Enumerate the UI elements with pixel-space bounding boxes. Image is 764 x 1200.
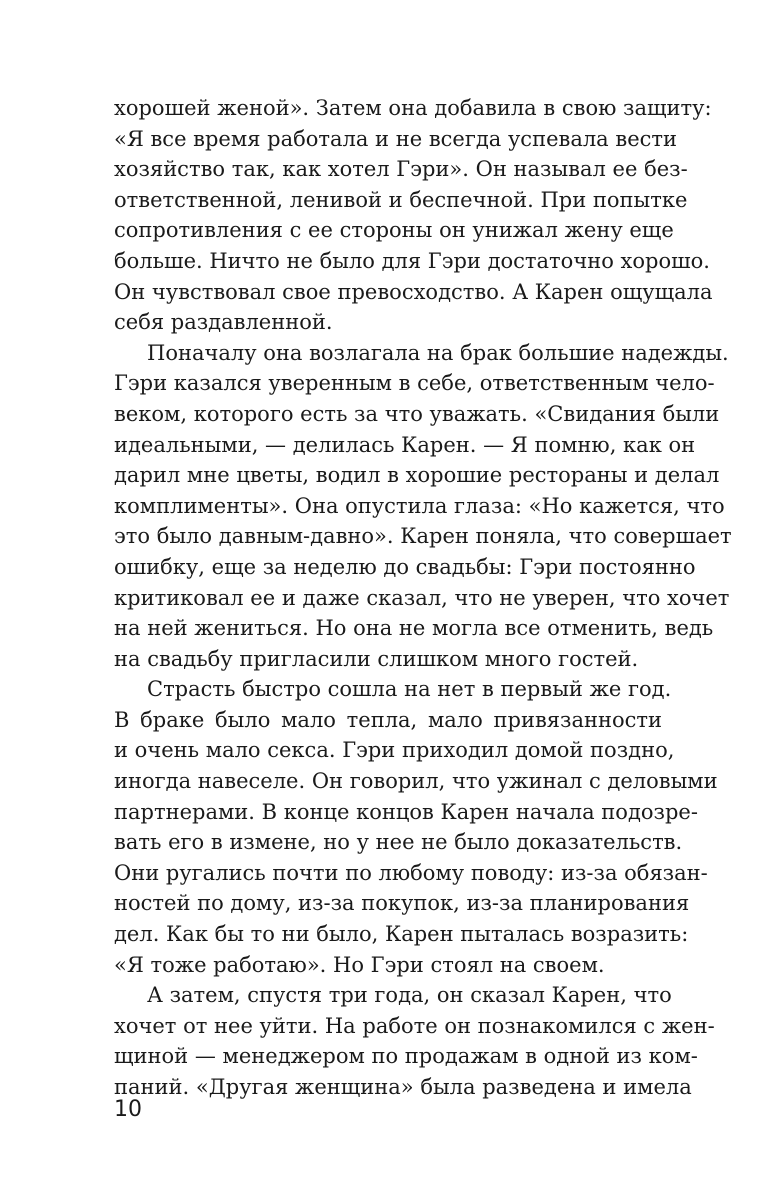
paragraph xyxy=(114,980,715,1102)
text-line: Гэри казался уверенным в себе, ответственным чело- xyxy=(114,371,715,396)
text-line: хозяйство так, как хотел Гэри». Он называл ее без- xyxy=(114,157,688,182)
text-line: щиной — менеджером по продажам в одной из ком- xyxy=(114,1044,698,1069)
text-line: больше. Ничто не было для Гэри достаточно хорошо. xyxy=(114,248,710,273)
text-line: дел. Как бы то ни было, Карен пыталась возразить: xyxy=(114,922,689,947)
text-line: комплименты». Она опустила глаза: «Но кажется, что xyxy=(114,493,725,518)
text-line: ответственной, ленивой и беспечной. При попытке xyxy=(114,187,688,212)
text-line: Страсть быстро сошла на нет в первый же год. xyxy=(147,677,672,702)
page-number: 10 xyxy=(114,1097,142,1122)
text-line: ностей по дому, из-за покупок, из-за планирования xyxy=(114,891,690,916)
text-line: Поначалу она возлагала на брак большие надежды. xyxy=(147,340,729,365)
text-line: ошибку, еще за неделю до свадьбы: Гэри постоянно xyxy=(114,554,696,579)
text-line: паний. «Другая женщина» была разведена и имела xyxy=(114,1075,692,1099)
text-line: веком, которого есть за что уважать. «Свидания были xyxy=(114,401,720,426)
text-line: Он чувствовал свое превосходство. А Карен ощущала xyxy=(114,279,713,304)
text-line: вать его в измене, но у нее не было доказательств. xyxy=(114,830,683,855)
text-line: на ней жениться. Но она не могла все отменить, ведь xyxy=(114,616,714,641)
text-line: и очень мало секса. Гэри приходил домой поздно, xyxy=(114,738,675,763)
text-line: В браке было мало тепла, мало привязанности xyxy=(114,707,662,732)
text-line: это было давным-давно». Карен поняла, что совершает xyxy=(114,524,732,549)
paragraph xyxy=(114,93,713,338)
text-line: хорошей женой». Затем она добавила в свою защиту: xyxy=(114,96,712,120)
text-line: идеальными, — делилась Карен. — Я помню, как он xyxy=(114,432,696,457)
text-line: на свадьбу пригласили слишком много гостей. xyxy=(114,646,639,671)
text-line: сопротивления с ее стороны он унижал жену еще xyxy=(114,218,674,243)
text-line: А затем, спустя три года, он сказал Карен, что xyxy=(147,983,672,1008)
text-line: Они ругались почти по любому поводу: из-за обязан- xyxy=(114,860,708,885)
paragraph xyxy=(114,338,732,675)
text-line: партнерами. В конце концов Карен начала подозре- xyxy=(114,799,698,824)
text-line: себя раздавленной. xyxy=(114,310,333,335)
text-line: «Я все время работала и не всегда успевала вести xyxy=(114,126,678,151)
paragraph xyxy=(114,674,718,980)
body-text xyxy=(114,93,732,1103)
text-line: иногда навеселе. Он говорил, что ужинал с деловыми xyxy=(114,769,718,794)
text-line: хочет от нее уйти. На работе он познакомился с жен- xyxy=(114,1013,715,1038)
text-line: критиковал ее и даже сказал, что не уверен, что хочет xyxy=(114,585,730,610)
text-line: «Я тоже работаю». Но Гэри стоял на своем. xyxy=(114,952,605,977)
text-line: дарил мне цветы, водил в хорошие рестораны и делал xyxy=(114,463,720,488)
